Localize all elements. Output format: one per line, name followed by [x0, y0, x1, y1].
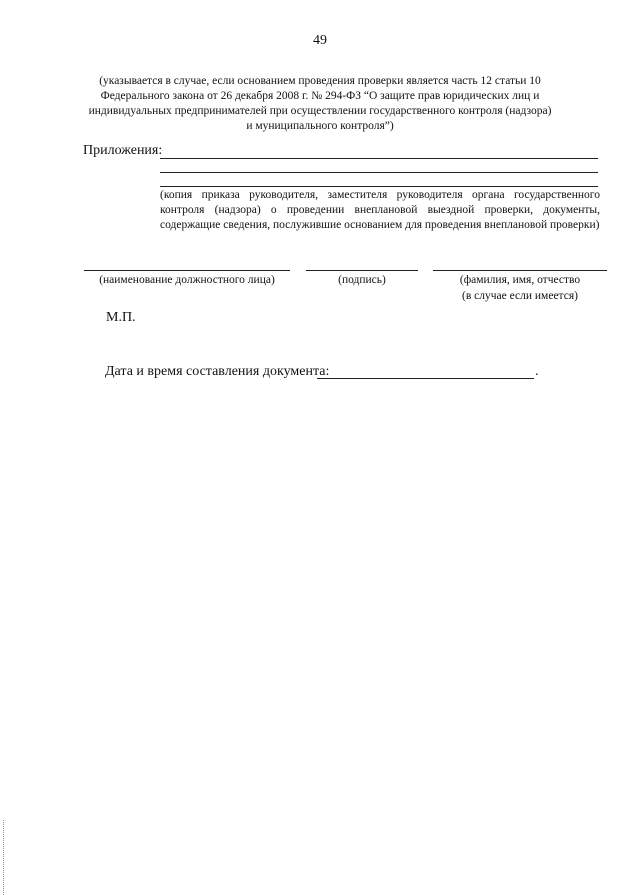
attachments-field-line-1[interactable]: [160, 158, 598, 159]
date-label: Дата и время составления документа:: [105, 364, 330, 379]
full-name-caption: (фамилия, имя, отчество: [459, 274, 581, 286]
legal-basis-note: [80, 74, 560, 134]
attachments-label: Приложения:: [83, 143, 163, 158]
attachments-note: (копия приказа руководителя, заместителя руководителя органа государственного контроля (надзора) о проведении внеплановой выездной проверки, документы, содержащие сведения, послужившие основанием для проведения внеплановой проверки): [160, 189, 600, 231]
full-name-caption-note: (в случае если имеется): [462, 290, 578, 302]
signature-caption: (подпись): [338, 274, 386, 286]
date-field-line[interactable]: [317, 378, 534, 379]
stamp-place: М.П.: [106, 310, 136, 325]
scan-edge-mark: [3, 820, 5, 895]
note-line: и муниципального контроля”): [246, 120, 394, 132]
attachments-field-line-3[interactable]: [160, 186, 598, 187]
note-line: индивидуальных предпринимателей при осуществлении государственного контроля (надзора): [88, 105, 552, 117]
note-line: Федерального закона от 26 декабря 2008 г. № 294-ФЗ “О защите прав юридических лиц и: [100, 90, 540, 102]
page-number: 49: [313, 33, 327, 48]
position-caption: (наименование должностного лица): [99, 274, 275, 286]
note-line: (указывается в случае, если основанием проведения проверки является часть 12 статьи 10: [99, 75, 541, 87]
attachments-field-line-2[interactable]: [160, 172, 598, 173]
position-field-line[interactable]: [84, 270, 290, 271]
full-name-field-line[interactable]: [433, 270, 607, 271]
signature-field-line[interactable]: [306, 270, 418, 271]
date-trailing-period: .: [535, 364, 539, 379]
